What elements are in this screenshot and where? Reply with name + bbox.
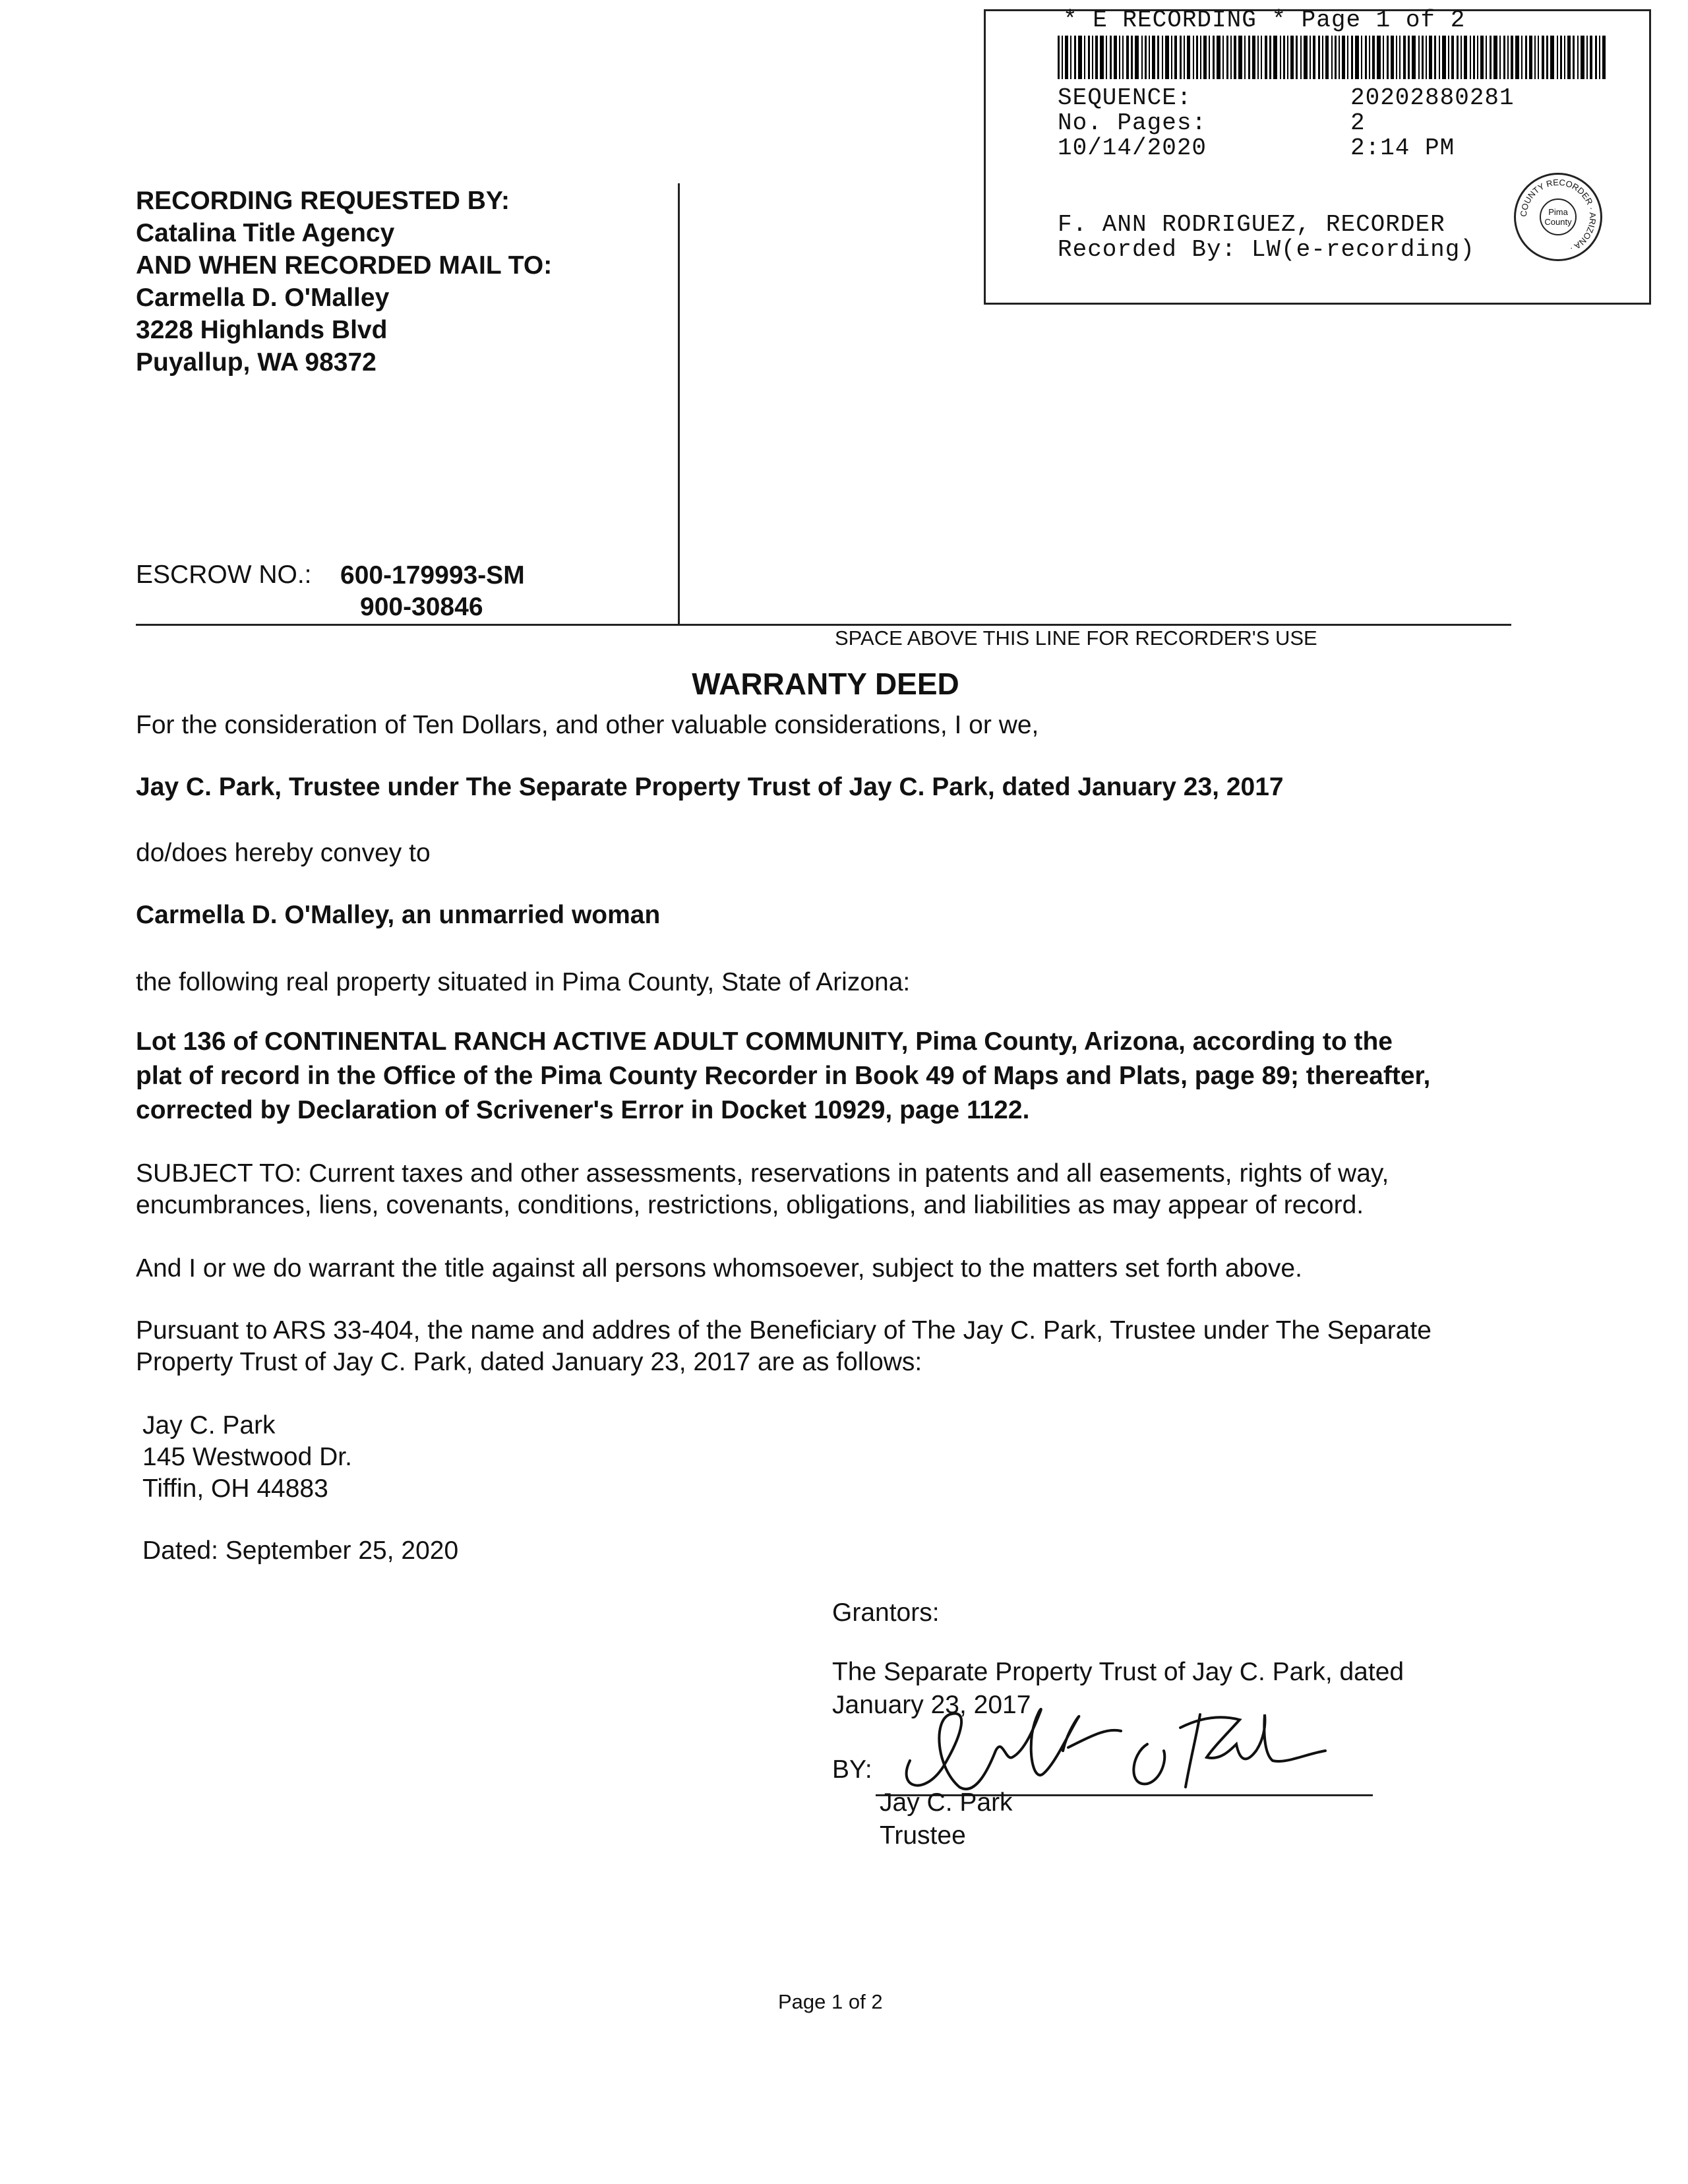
consideration-text: For the consideration of Ten Dollars, and other valuable considerations, I or we,	[136, 711, 1039, 739]
recorder-name: F. ANN RODRIGUEZ, RECORDER	[1058, 211, 1445, 238]
subject-to-line-2: encumbrances, liens, covenants, conditions, restrictions, obligations, and liabilities as may appear of record.	[136, 1191, 1364, 1219]
mail-to-street: 3228 Highlands Blvd	[136, 316, 388, 344]
grantee-text: Carmella D. O'Malley, an unmarried woman	[136, 901, 661, 929]
recording-date: 10/14/2020	[1058, 135, 1207, 162]
barcode	[1058, 36, 1612, 79]
escrow-number-2: 900-30846	[360, 593, 483, 621]
pages-label: No. Pages:	[1058, 109, 1207, 136]
signer-name: Jay C. Park	[880, 1788, 1013, 1817]
signer-title: Trustee	[880, 1821, 966, 1850]
warranty-statement: And I or we do warrant the title against all persons whomsoever, subject to the matters set forth above.	[136, 1254, 1302, 1283]
requesting-agency: Catalina Title Agency	[136, 219, 395, 247]
dated-text: Dated: September 25, 2020	[142, 1536, 459, 1565]
recorder-space-line	[136, 624, 1511, 626]
subject-to-line-1: SUBJECT TO: Current taxes and other assessments, reservations in patents and all easements, rights of way,	[136, 1159, 1389, 1188]
beneficiary-name: Jay C. Park	[142, 1411, 276, 1440]
escrow-number-1: 600-179993-SM	[340, 561, 525, 590]
requested-by-label: RECORDING REQUESTED BY:	[136, 187, 510, 215]
mail-to-label: AND WHEN RECORDED MAIL TO:	[136, 251, 553, 280]
county-recorder-seal	[1514, 173, 1602, 261]
page-number: Page 1 of 2	[778, 1990, 883, 2013]
by-label: BY:	[832, 1755, 872, 1784]
grantors-label: Grantors:	[832, 1598, 940, 1627]
mail-to-name: Carmella D. O'Malley	[136, 284, 390, 312]
grantor-text: Jay C. Park, Trustee under The Separate Property Trust of Jay C. Park, dated January 23, 2017	[136, 773, 1284, 801]
seal-center-text: Pima County	[1540, 198, 1577, 235]
recording-header: * E RECORDING * Page 1 of 2	[1063, 7, 1466, 34]
header-divider-vertical	[678, 183, 680, 624]
seal-ring-text: COUNTY RECORDER · ARIZONA ·	[1518, 177, 1598, 255]
convey-text: do/does hereby convey to	[136, 839, 431, 867]
deed-title: WARRANTY DEED	[692, 667, 959, 701]
recorded-by: Recorded By: LW(e-recording)	[1058, 236, 1475, 263]
sequence-value: 20202880281	[1350, 84, 1515, 111]
legal-description-line-1: Lot 136 of CONTINENTAL RANCH ACTIVE ADULT COMMUNITY, Pima County, Arizona, according to the	[136, 1027, 1393, 1056]
pursuant-line-1: Pursuant to ARS 33-404, the name and addres of the Beneficiary of The Jay C. Park, Trustee under The Separate	[136, 1316, 1432, 1345]
trust-name-line-2: January 23, 2017	[832, 1691, 1031, 1719]
recording-time: 2:14 PM	[1350, 135, 1455, 162]
situated-text: the following real property situated in Pima County, State of Arizona:	[136, 968, 911, 996]
mail-to-city: Puyallup, WA 98372	[136, 348, 377, 377]
pursuant-line-2: Property Trust of Jay C. Park, dated January 23, 2017 are as follows:	[136, 1348, 922, 1376]
beneficiary-street: 145 Westwood Dr.	[142, 1443, 352, 1471]
pages-value: 2	[1350, 109, 1366, 136]
beneficiary-city: Tiffin, OH 44883	[142, 1474, 328, 1503]
legal-description-line-3: corrected by Declaration of Scrivener's Error in Docket 10929, page 1122.	[136, 1096, 1030, 1124]
escrow-label: ESCROW NO.:	[136, 561, 312, 589]
legal-description-line-2: plat of record in the Office of the Pima County Recorder in Book 49 of Maps and Plats, page 89; thereafter,	[136, 1062, 1431, 1090]
sequence-label: SEQUENCE:	[1058, 84, 1192, 111]
recorder-use-note: SPACE ABOVE THIS LINE FOR RECORDER'S USE	[835, 626, 1317, 650]
trust-name-line-1: The Separate Property Trust of Jay C. Park, dated	[832, 1658, 1404, 1686]
